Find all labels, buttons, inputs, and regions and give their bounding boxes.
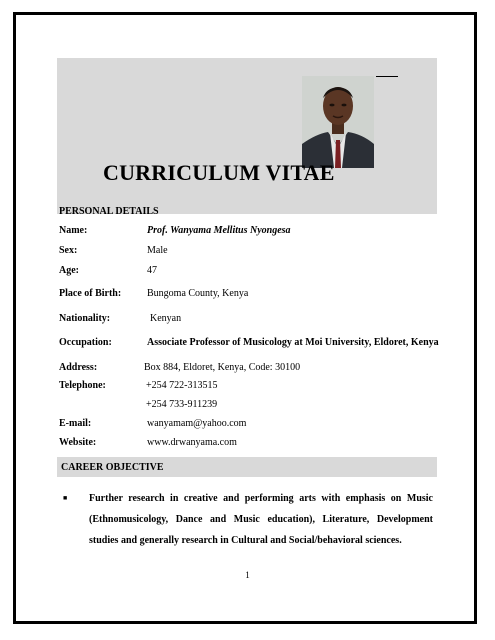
sex-value: Male (147, 245, 168, 256)
page-title: CURRICULUM VITAE (103, 160, 335, 185)
personal-details-heading: PERSONAL DETAILS (59, 206, 159, 217)
header-band (57, 58, 437, 214)
name-label: Name: (59, 225, 88, 236)
age-label: Age: (59, 265, 79, 276)
photo-frame-line (376, 76, 398, 77)
sex-label: Sex: (59, 245, 78, 256)
address-value: Box 884, Eldoret, Kenya, Code: 30100 (144, 362, 301, 373)
telephone-label: Telephone: (59, 380, 106, 391)
email-value: wanyamam@yahoo.com (147, 418, 247, 429)
email-label: E-mail: (59, 418, 92, 429)
career-objective-item (61, 488, 433, 551)
website-label: Website: (59, 437, 97, 448)
nationality-label: Nationality: (59, 313, 111, 324)
birth-value: Bungoma County, Kenya (147, 288, 249, 299)
age-value: 47 (147, 265, 157, 276)
nationality-value: Kenyan (150, 313, 182, 324)
portrait-photo (302, 76, 374, 168)
career-objective-heading: CAREER OBJECTIVE (61, 462, 164, 473)
page-number: 1 (245, 570, 250, 580)
occupation-label: Occupation: (59, 337, 112, 348)
address-label: Address: (59, 362, 98, 373)
birth-label: Place of Birth: (59, 288, 122, 299)
career-objective-text: Further research in creative and performing arts with emphasis on Music (Ethnomusicology, Dance and Music education), Literature, Development studies and generally research in Cultural and Social/behavioral sciences. (89, 493, 433, 546)
occupation-value: Associate Professor of Musicology at Moi University, Eldoret, Kenya (147, 337, 439, 348)
website-value: www.drwanyama.com (147, 437, 237, 448)
telephone-value-1: +254 722-313515 (146, 380, 218, 391)
name-value: Prof. Wanyama Mellitus Nyongesa (147, 225, 291, 236)
telephone-value-2: +254 733-911239 (146, 399, 218, 410)
bullet-icon: ■ (63, 494, 68, 502)
